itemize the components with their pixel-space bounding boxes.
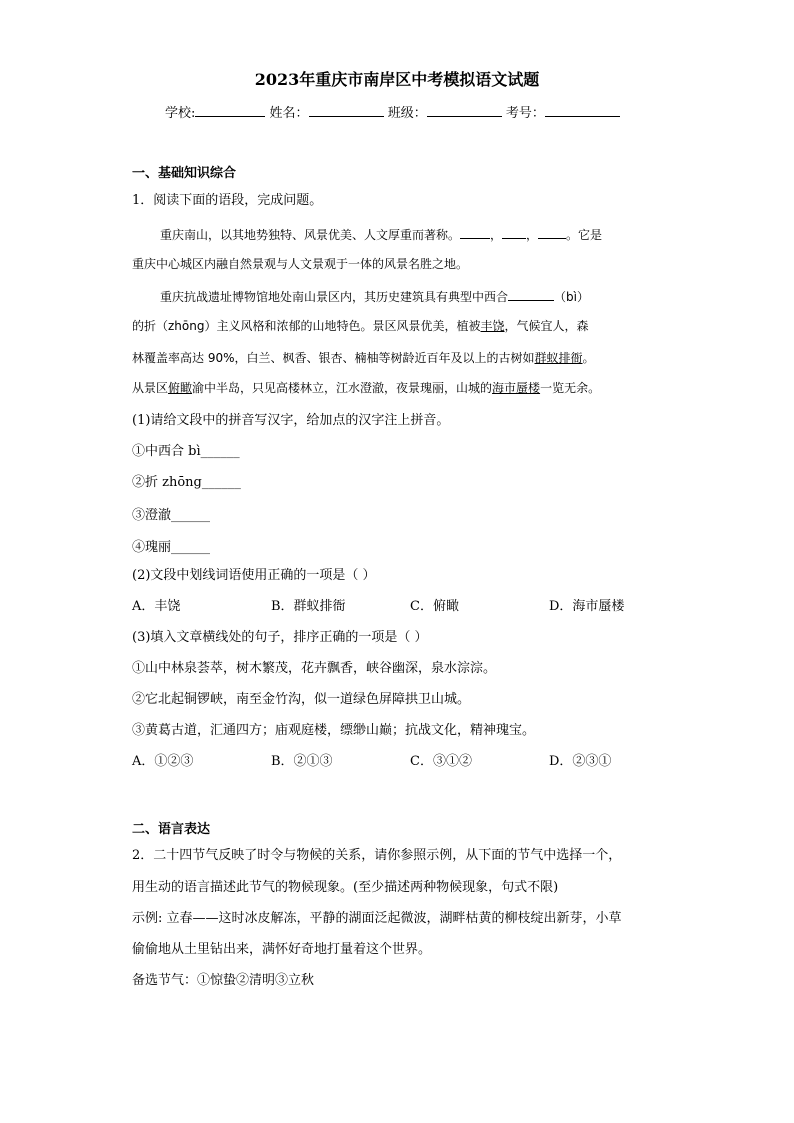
sub2-option-c[interactable]: C．俯瞰	[410, 599, 459, 614]
question-2-line-1: 2．二十四节气反映了时令与物候的关系，请你参照示例，从下面的节气中选择一个，	[132, 848, 622, 863]
class-label: 班级：	[387, 106, 427, 121]
passage-blank-3	[538, 226, 566, 239]
sub-question-3: (3)填入文章横线处的句子，排序正确的一项是（ ）	[132, 630, 428, 645]
question-2-line-2: 用生动的语言描述此节气的物候现象。(至少描述两种物候现象，句式不限)	[132, 880, 559, 895]
passage-blank-4	[508, 288, 554, 301]
question-2-line-4: 偷偷地从土里钻出来，满怀好奇地打量着这个世界。	[132, 942, 432, 957]
page-title: 2023年重庆市南岸区中考模拟语文试题	[254, 70, 540, 89]
passage-blank-1	[460, 226, 490, 239]
question-2-line-5: 备选节气：①惊蛰②清明③立秋	[132, 973, 315, 988]
passage-line-5: 林覆盖率高达 90%，白兰、枫香、银杏、楠柚等树龄近百年及以上的古树如群蚁排衙。	[132, 351, 595, 365]
sub3-option-d[interactable]: D．②③①	[549, 754, 612, 769]
passage-blank-2	[502, 226, 526, 239]
underlined-word-qunyi: 群蚁排衙	[534, 351, 583, 365]
underlined-word-haishi: 海市蜃楼	[492, 381, 541, 395]
underlined-word-fengrao: 丰饶	[480, 319, 505, 333]
school-label: 学校:	[165, 106, 196, 121]
sub3-item-2: ②它北起铜锣峡，南至金竹沟，似一道绿色屏障拱卫山城。	[132, 692, 471, 707]
school-blank[interactable]	[195, 104, 265, 117]
section1-heading: 一、基础知识综合	[132, 166, 237, 181]
sub2-option-a[interactable]: A．丰饶	[132, 599, 181, 614]
question-1-prompt: 1．阅读下面的语段，完成问题。	[132, 193, 323, 208]
sub3-option-c[interactable]: C．③①②	[410, 754, 472, 769]
exam-number-blank[interactable]	[545, 104, 620, 117]
exam-number-label: 考号：	[505, 106, 545, 121]
sub2-option-b[interactable]: B．群蚁排衙	[271, 599, 346, 614]
underlined-word-fukan: 俯瞰	[168, 381, 193, 395]
sub1-item-1: ①中西合 bì______	[132, 444, 240, 459]
sub2-option-d[interactable]: D．海市蜃楼	[549, 599, 625, 614]
student-info-line	[165, 104, 620, 122]
name-label: 姓名：	[269, 106, 309, 121]
question-2-line-3: 示例: 立春——这时冰皮解冻，平静的湖面泛起微波，湖畔枯黄的柳枝绽出新芽，小草	[132, 911, 622, 926]
name-blank[interactable]	[309, 104, 384, 117]
passage-line-2: 重庆中心城区内融自然景观与人文景观于一体的风景名胜之地。	[132, 257, 469, 271]
passage-line-6: 从景区俯瞰渝中半岛，只见高楼林立，江水澄澈，夜景瑰丽，山城的海市蜃楼一览无余。	[132, 381, 601, 395]
sub1-item-3: ③澄澈______	[132, 508, 211, 523]
sub3-item-1: ①山中林泉荟萃，树木繁茂，花卉飘香，峡谷幽深，泉水淙淙。	[132, 661, 497, 676]
sub3-option-b[interactable]: B．②①③	[271, 754, 333, 769]
class-blank[interactable]	[427, 104, 502, 117]
sub-question-1: (1)请给文段中的拼音写汉字，给加点的汉字注上拼音。	[132, 413, 450, 428]
sub1-item-2: ②折 zhōng______	[132, 475, 241, 490]
sub1-item-4: ④瑰丽______	[132, 540, 211, 555]
passage-line-3: 重庆抗战遗址博物馆地处南山景区内，其历史建筑具有典型中西合 （bì）	[160, 290, 589, 304]
section2-heading: 二、语言表达	[132, 822, 211, 837]
sub3-item-3: ③黄葛古道，汇通四方；庙观庭楼，缥缈山巅；抗战文化，精神瑰宝。	[132, 723, 536, 738]
sub3-option-a[interactable]: A．①②③	[132, 754, 194, 769]
sub-question-2: (2)文段中划线词语使用正确的一项是（ ）	[132, 568, 376, 583]
passage-line-4: 的折（zhōng）主义风格和浓郁的山地特色。景区风景优美，植被丰饶，气候宜人，森	[132, 319, 589, 333]
passage-line-1: 重庆南山，以其地势独特、风景优美、人文厚重而著称。 ， ， 。它是	[160, 228, 603, 242]
